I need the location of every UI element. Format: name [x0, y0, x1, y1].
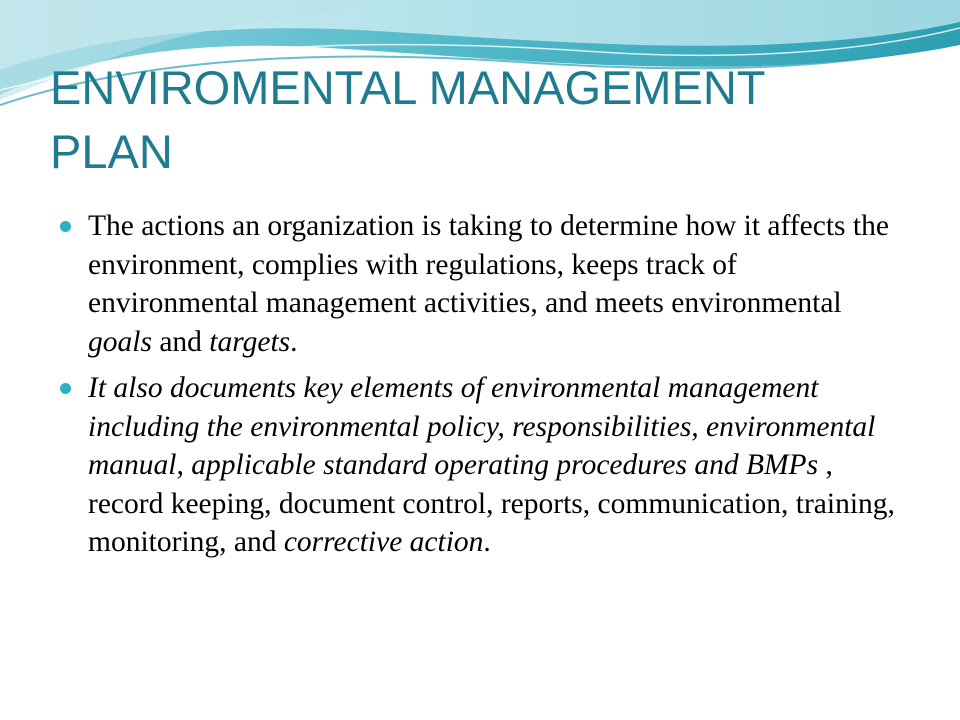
bullet-2-corrective-action: corrective action — [283, 526, 484, 558]
bullet-dot-icon — [60, 221, 71, 232]
bullet-list — [58, 207, 898, 570]
bullet-1-targets: targets — [209, 325, 291, 358]
bullet-1-period: . — [290, 325, 298, 358]
slide-title-line-1: ENVIROMENTAL MANAGEMENT — [50, 61, 766, 114]
bullet-dot-icon — [60, 383, 71, 394]
bullet-1-goals: goals — [88, 325, 152, 358]
slide-title-line-2: PLAN — [50, 125, 173, 178]
slide-title — [50, 56, 930, 184]
bullet-1-text: The actions an organization is taking to determine how it affects the environment, complies with regulations, keeps track of environmental management activities, and meets environmental — [88, 210, 889, 319]
bullet-2-text: , record keeping, document control, reports, communication, training, monitoring, and — [88, 449, 895, 558]
bullet-2-italic-text: It also documents key elements of environmental management including the environmental policy, responsibilities, environmental manual, applicable standard operating procedures and BMPs — [88, 372, 876, 481]
bullet-1-and: and — [151, 325, 210, 358]
bullet-2-period: . — [483, 526, 491, 558]
bullet-item-1 — [58, 207, 898, 361]
bullet-item-2 — [58, 369, 898, 562]
